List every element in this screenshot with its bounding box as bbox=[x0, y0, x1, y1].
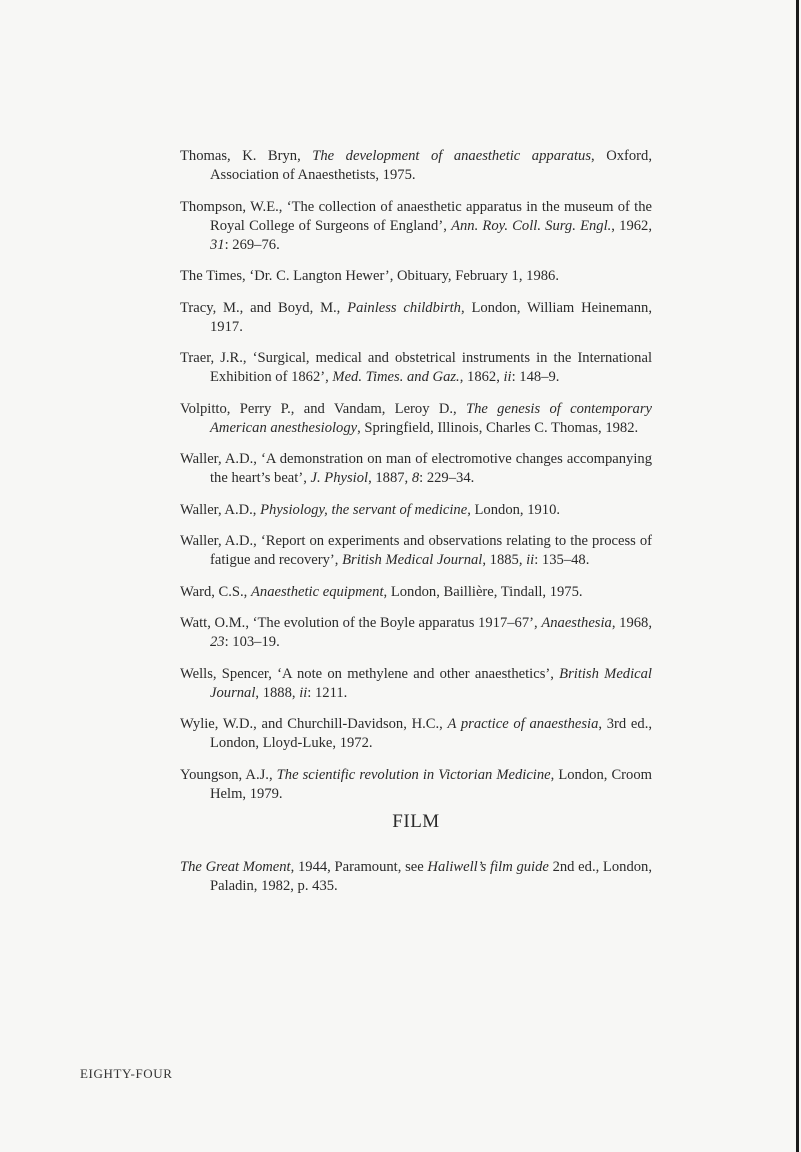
reference-entry: Thomas, K. Bryn, The development of anaesthetic apparatus, Oxford, Association of Anaesthetists, 1975. bbox=[180, 148, 652, 183]
reference-entry: Youngson, A.J., The scientific revolution in Victorian Medicine, London, Croom Helm, 1979. bbox=[180, 766, 652, 802]
reference-entry: Wylie, W.D., and Churchill-Davidson, H.C., A practice of anaesthesia, 3rd ed., London, Lloyd-Luke, 1972. bbox=[180, 716, 652, 751]
reference-entry: Ward, C.S., Anaesthetic equipment, London, Baillière, Tindall, 1975. bbox=[180, 583, 583, 600]
reference-entry: Thompson, W.E., ‘The collection of anaesthetic apparatus in the museum of the Royal College of Surgeons of England’, Ann. Roy. Coll. Surg. Engl., 1962, 31: 269–76. bbox=[180, 198, 653, 253]
reference-entry: The Times, ‘Dr. C. Langton Hewer’, Obituary, February 1, 1986. bbox=[180, 268, 559, 284]
reference-entry: Waller, A.D., Physiology, the servant of medicine, London, 1910. bbox=[180, 501, 561, 518]
page-number-footer: EIGHTY-FOUR bbox=[80, 1066, 173, 1081]
reference-entry: Traer, J.R., ‘Surgical, medical and obstetrical instruments in the International Exhibition of 1862’, Med. Times. and Gaz., 1862, ii: 148–9. bbox=[180, 350, 652, 385]
page-edge-line bbox=[796, 0, 799, 1152]
film-reference bbox=[180, 858, 652, 909]
section-heading-film: FILM bbox=[392, 811, 440, 832]
reference-entry: Waller, A.D., ‘Report on experiments and observations relating to the process of fatigue and recovery’, British Medical Journal, 1885, ii: 135–48. bbox=[180, 533, 652, 568]
reference-entry: Watt, O.M., ‘The evolution of the Boyle apparatus 1917–67’, Anaesthesia, 1968, 23: 103–19. bbox=[180, 615, 652, 650]
reference-entry: Waller, A.D., ‘A demonstration on man of electromotive changes accompanying the heart’s beat’, J. Physiol, 1887, 8: 229–34. bbox=[180, 451, 652, 486]
reference-entry: Wells, Spencer, ‘A note on methylene and other anaesthetics’, British Medical Journal, 1888, ii: 1211. bbox=[180, 665, 652, 701]
reference-list bbox=[180, 147, 652, 816]
reference-entry: Tracy, M., and Boyd, M., Painless childbirth, London, William Heinemann, 1917. bbox=[180, 299, 652, 335]
film-entry: The Great Moment, 1944, Paramount, see Haliwell’s film guide 2nd ed., London, Paladin, 1982, p. 435. bbox=[180, 859, 652, 894]
reference-entry: Volpitto, Perry P., and Vandam, Leroy D., The genesis of contemporary American anesthesiology, Springfield, Illinois, Charles C. Thomas, 1982. bbox=[180, 400, 652, 436]
